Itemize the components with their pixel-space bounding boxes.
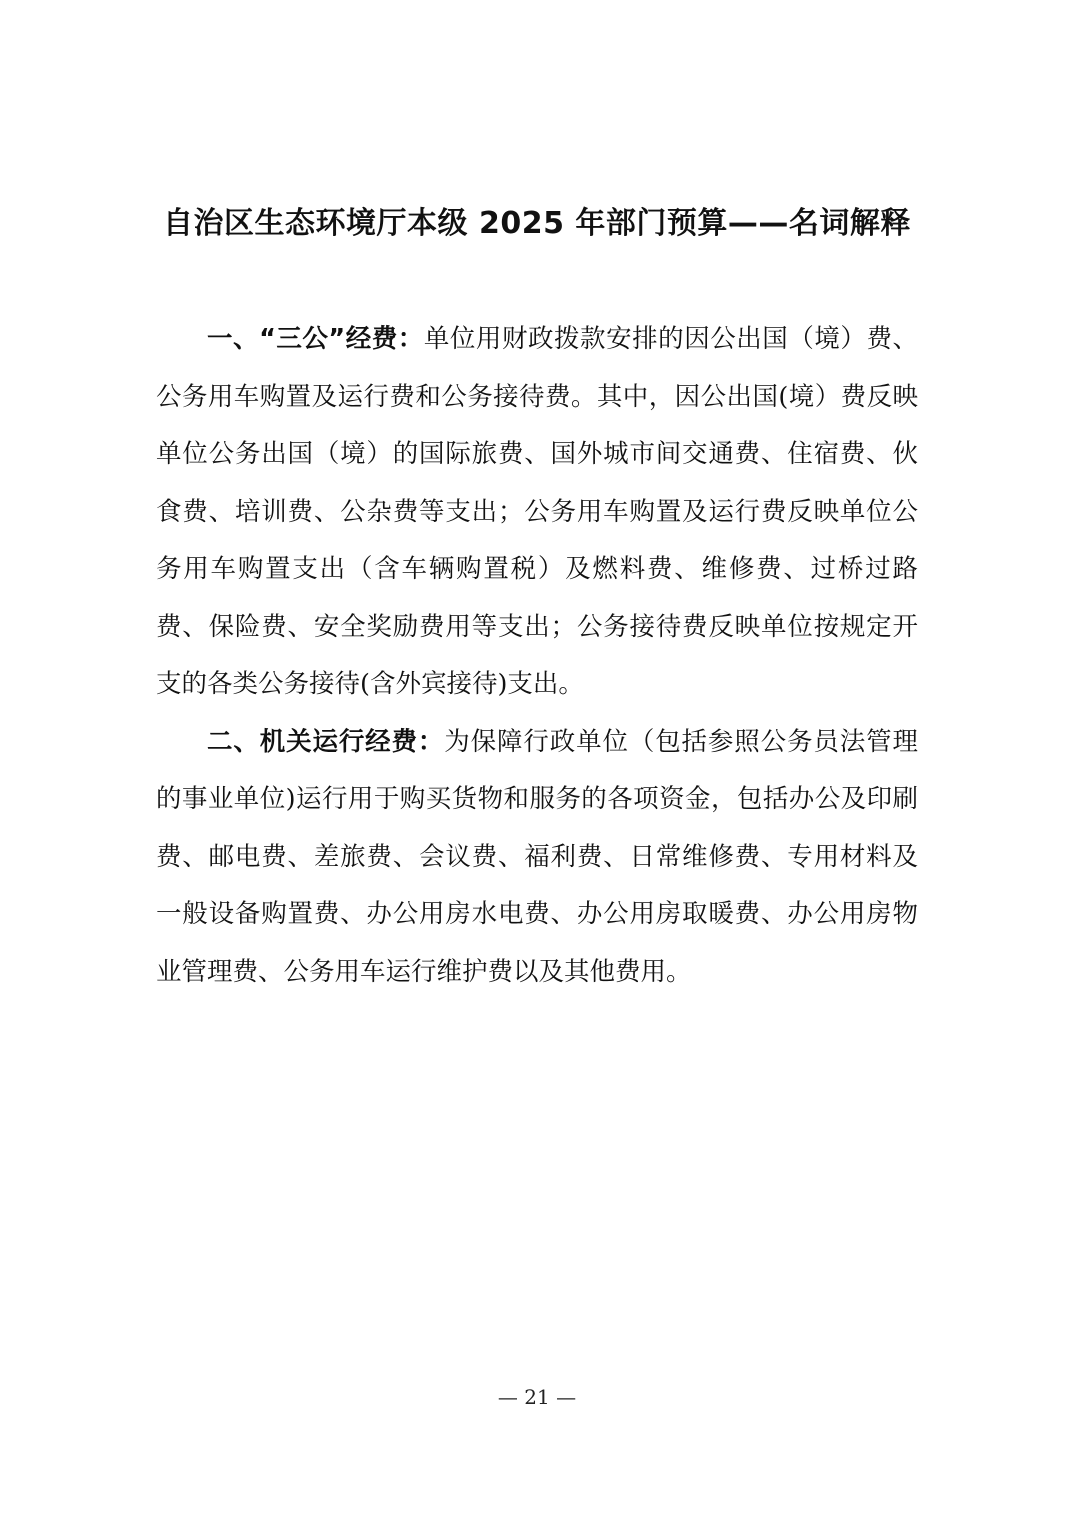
page-number: — 21 — [497, 1385, 577, 1409]
section-text-1: 单位用财政拨款安排的因公出国（境）费、公务用车购置及运行费和公务接待费。其中，因公出国(境）费反映单位公务出国（境）的国际旅费、国外城市间交通费、住宿费、伙食费、培训费、公杂费等支出；公务用车购置及运行费反映单位公务用车购置支出（含车辆购置税）及燃料费、维修费、过桥过路费、保险费、安全奖励费用等支出；公务接待费反映单位按规定开支的各类公务接待(含外宾接待)支出。 [156, 324, 918, 699]
section-term-1: 一、“三公”经费： [207, 324, 424, 354]
section-paragraph-2 [156, 714, 918, 1002]
document-body [156, 311, 918, 1001]
section-paragraph-1 [156, 311, 918, 714]
section-text-2: 为保障行政单位（包括参照公务员法管理的事业单位)运行用于购买货物和服务的各项资金，包括办公及印刷费、邮电费、差旅费、会议费、福利费、日常维修费、专用材料及一般设备购置费、办公用房水电费、办公用房取暖费、办公用房物业管理费、公务用车运行维护费以及其他费用。 [156, 726, 918, 987]
section-term-2: 二、机关运行经费： [207, 726, 445, 757]
document-title: 自治区生态环境厅本级 2025 年部门预算——名词解释 [163, 206, 911, 241]
